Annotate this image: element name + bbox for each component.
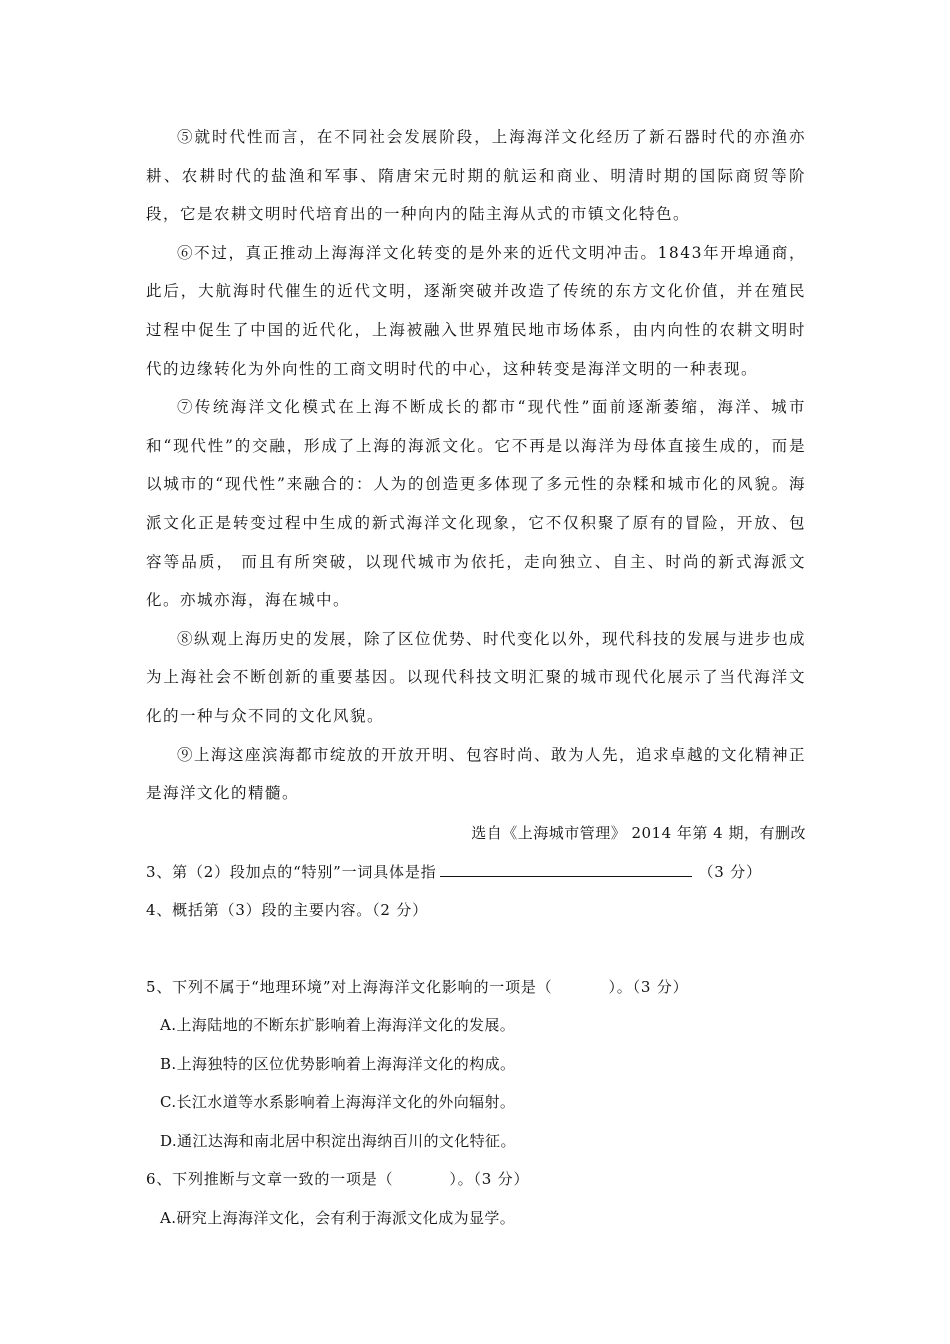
question-3-text: 3、第（2）段加点的“特别”一词具体是指 xyxy=(146,862,437,881)
question-6-text: 6、下列推断与文章一致的一项是（ xyxy=(146,1170,394,1189)
question-6 xyxy=(146,1160,806,1199)
answer-space xyxy=(146,930,806,968)
question-4: 4、概括第（3）段的主要内容。（2 分） xyxy=(146,901,428,920)
question-6-option-a: A.研究上海海洋文化，会有利于海派文化成为显学。 xyxy=(160,1208,516,1227)
paragraph-8: ⑧纵观上海历史的发展，除了区位优势、时代变化以外，现代科技的发展与进步也成为上海社会不断创新的重要基因。以现代科技文明汇聚的城市现代化展示了当代海洋文化的一种与众不同的文化风貌。 xyxy=(146,629,807,725)
answer-blank[interactable] xyxy=(440,862,692,877)
question-3 xyxy=(146,853,806,892)
question-5 xyxy=(146,968,806,1007)
source-citation: 选自《上海城市管理》 2014 年第 4 期，有删改 xyxy=(471,823,806,842)
question-5-text: 5、下列不属于“地理环境”对上海海洋文化影响的一项是（ xyxy=(146,977,553,996)
question-5-score: ）。（3 分） xyxy=(608,977,689,996)
question-5-option-b: B.上海独特的区位优势影响着上海海洋文化的构成。 xyxy=(160,1054,516,1073)
question-6-score: ）。（3 分） xyxy=(449,1170,530,1189)
question-5-option-d: D.通江达海和南北居中积淀出海纳百川的文化特征。 xyxy=(160,1131,516,1150)
paragraph-7: ⑦传统海洋文化模式在上海不断成长的都市“现代性”面前逐渐萎缩，海洋、城市和“现代性”的交融，形成了上海的海派文化。它不再是以海洋为母体直接生成的，而是以城市的“现代性”来融合的：人为的创造更多体现了多元性的杂糅和城市化的风貌。海派文化正是转变过程中生成的新式海洋文化现象，它不仅积聚了原有的冒险，开放、包容等品质， 而且有所突破，以现代城市为依托，走向独立、自主、时尚的新式海派文化。亦城亦海，海在城中。 xyxy=(146,398,806,610)
question-5-option-c: C.长江水道等水系影响着上海海洋文化的外向辐射。 xyxy=(160,1093,516,1112)
paragraph-9: ⑨上海这座滨海都市绽放的开放开明、包容时尚、敢为人先，追求卓越的文化精神正是海洋文化的精髓。 xyxy=(146,745,807,803)
paragraph-6: ⑥不过，真正推动上海海洋文化转变的是外来的近代文明冲击。1843年开埠通商，此后，大航海时代催生的近代文明，逐渐突破并改造了传统的东方文化价值，并在殖民过程中促生了中国的近代化，上海被融入世界殖民地市场体系，由内向性的农耕文明时代的边缘转化为外向性的工商文明时代的中心，这种转变是海洋文明的一种表现。 xyxy=(146,243,806,378)
exam-page xyxy=(146,118,806,1237)
question-5-option-a: A.上海陆地的不断东扩影响着上海海洋文化的发展。 xyxy=(160,1016,516,1035)
question-3-score: （3 分） xyxy=(698,862,762,881)
paragraph-5: ⑤就时代性而言，在不同社会发展阶段，上海海洋文化经历了新石器时代的亦渔亦耕、农耕时代的盐渔和军事、隋唐宋元时期的航运和商业、明清时期的国际商贸等阶段，它是农耕文明时代培育出的一种向内的陆主海从式的市镇文化特色。 xyxy=(146,128,806,224)
